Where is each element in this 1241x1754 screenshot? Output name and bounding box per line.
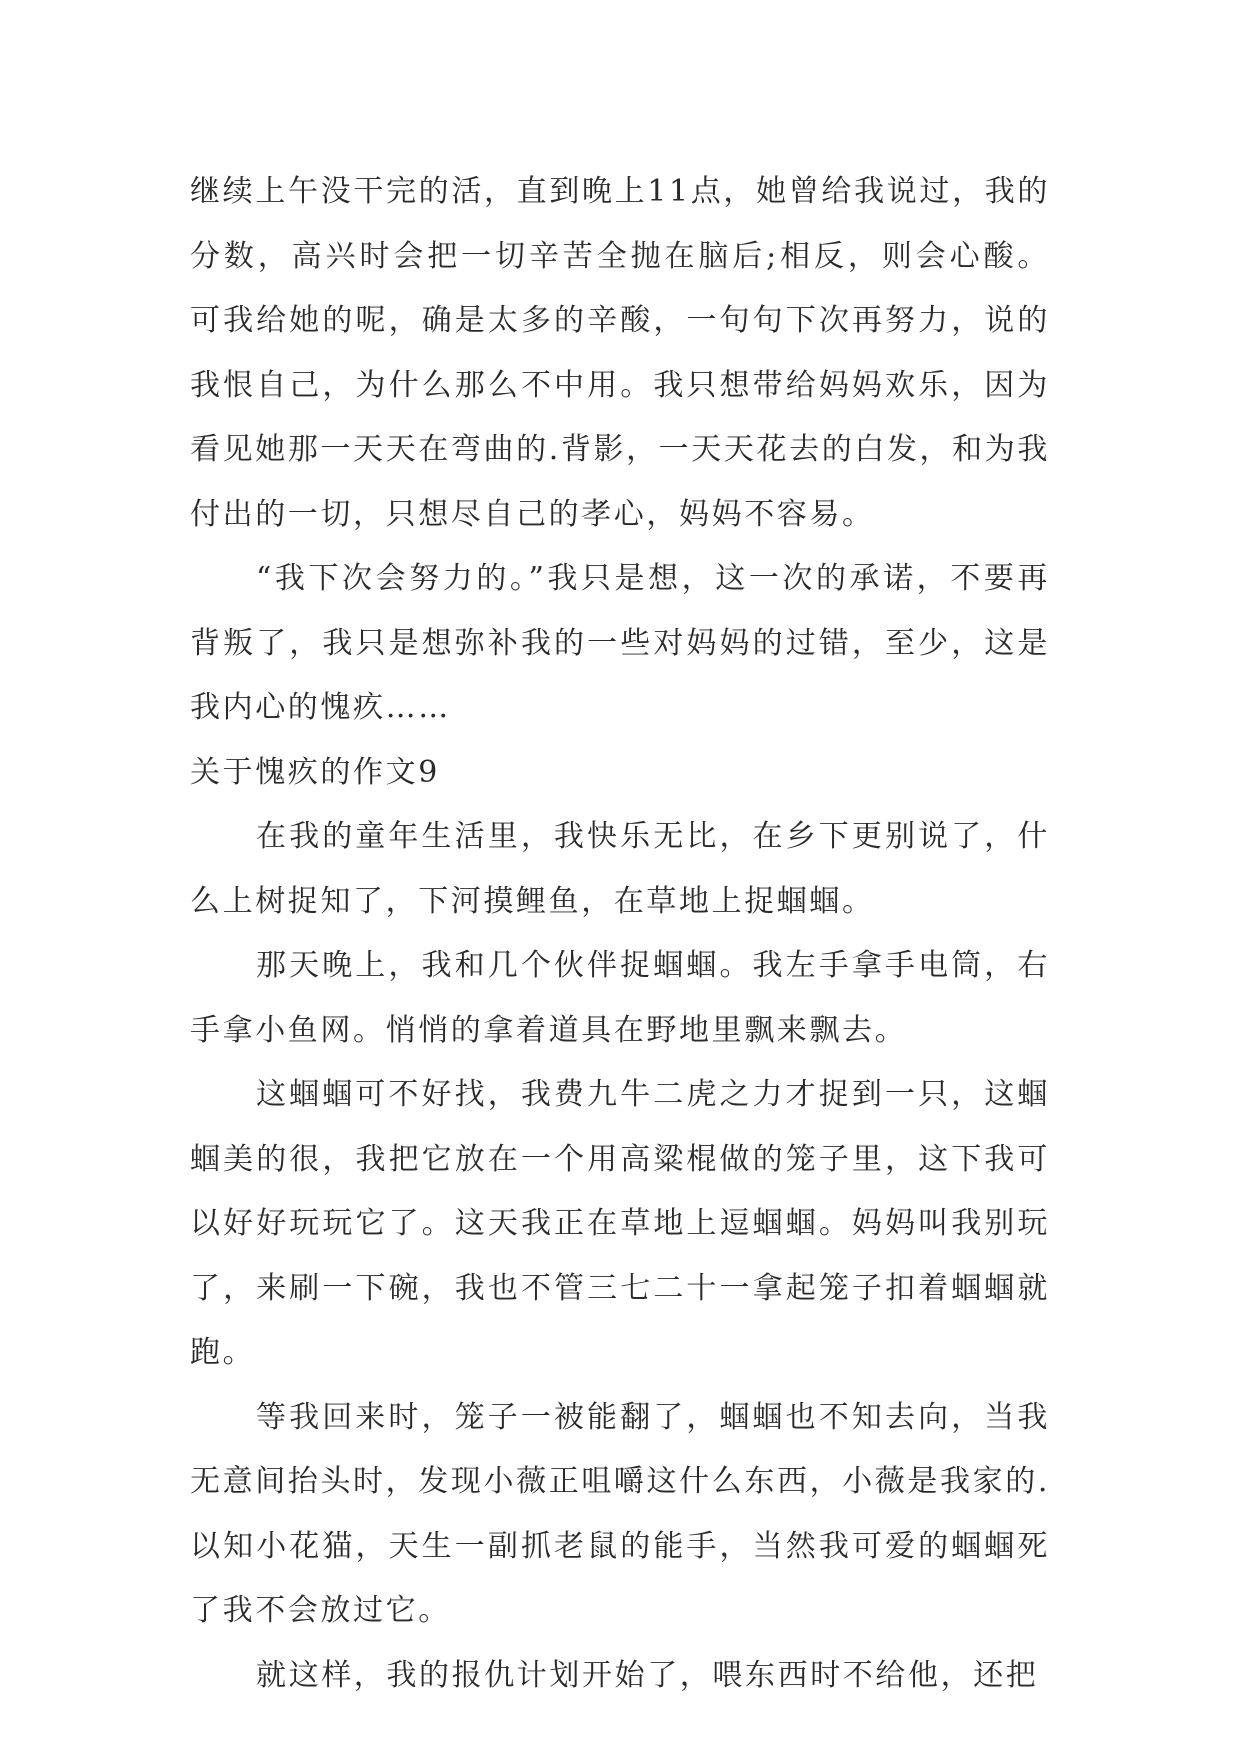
paragraph-continuation: 继续上午没干完的活，直到晚上11点，她曾给我说过，我的分数，高兴时会把一切辛苦全抛在脑后;相反，则会心酸。可我给她的呢，确是太多的辛酸，一句句下次再努力，说的我恨自己，为什么那么不中用。我只想带给妈妈欢乐，因为看见她那一天天在弯曲的.背影，一天天花去的白发，和为我付出的一切，只想尽自己的孝心，妈妈不容易。 [190,174,1050,532]
essay-body [190,160,1050,1708]
paragraph-promise: “我下次会努力的。”我只是想，这一次的承诺，不要再背叛了，我只是想弥补我的一些对妈妈的过错，至少，这是我内心的愧疚…… [190,561,1050,725]
paragraph-childhood: 在我的童年生活里，我快乐无比，在乡下更别说了，什么上树捉知了，下河摸鲤鱼，在草地上捉蝈蝈。 [190,819,1050,919]
paragraph-night: 那天晚上，我和几个伙伴捉蝈蝈。我左手拿手电筒，右手拿小鱼网。悄悄的拿着道具在野地里飘来飘去。 [190,948,1050,1048]
essay-heading: 关于愧疚的作文9 [190,754,440,790]
paragraph-catch: 这蝈蝈可不好找，我费九牛二虎之力才捉到一只，这蝈蝈美的很，我把它放在一个用高粱棍做的笼子里，这下我可以好好玩玩它了。这天我正在草地上逗蝈蝈。妈妈叫我别玩了，来刷一下碗，我也不管三七二十一拿起笼子扣着蝈蝈就跑。 [190,1077,1050,1370]
paragraph-revenge: 就这样，我的报仇计划开始了，喂东西时不给他，还把 [256,1657,1039,1693]
paragraph-cat: 等我回来时，笼子一被能翻了，蝈蝈也不知去向，当我无意间抬头时，发现小薇正咀嚼这什么东西，小薇是我家的.以知小花猫，天生一副抓老鼠的能手，当然我可爱的蝈蝈死了我不会放过它。 [190,1399,1050,1628]
